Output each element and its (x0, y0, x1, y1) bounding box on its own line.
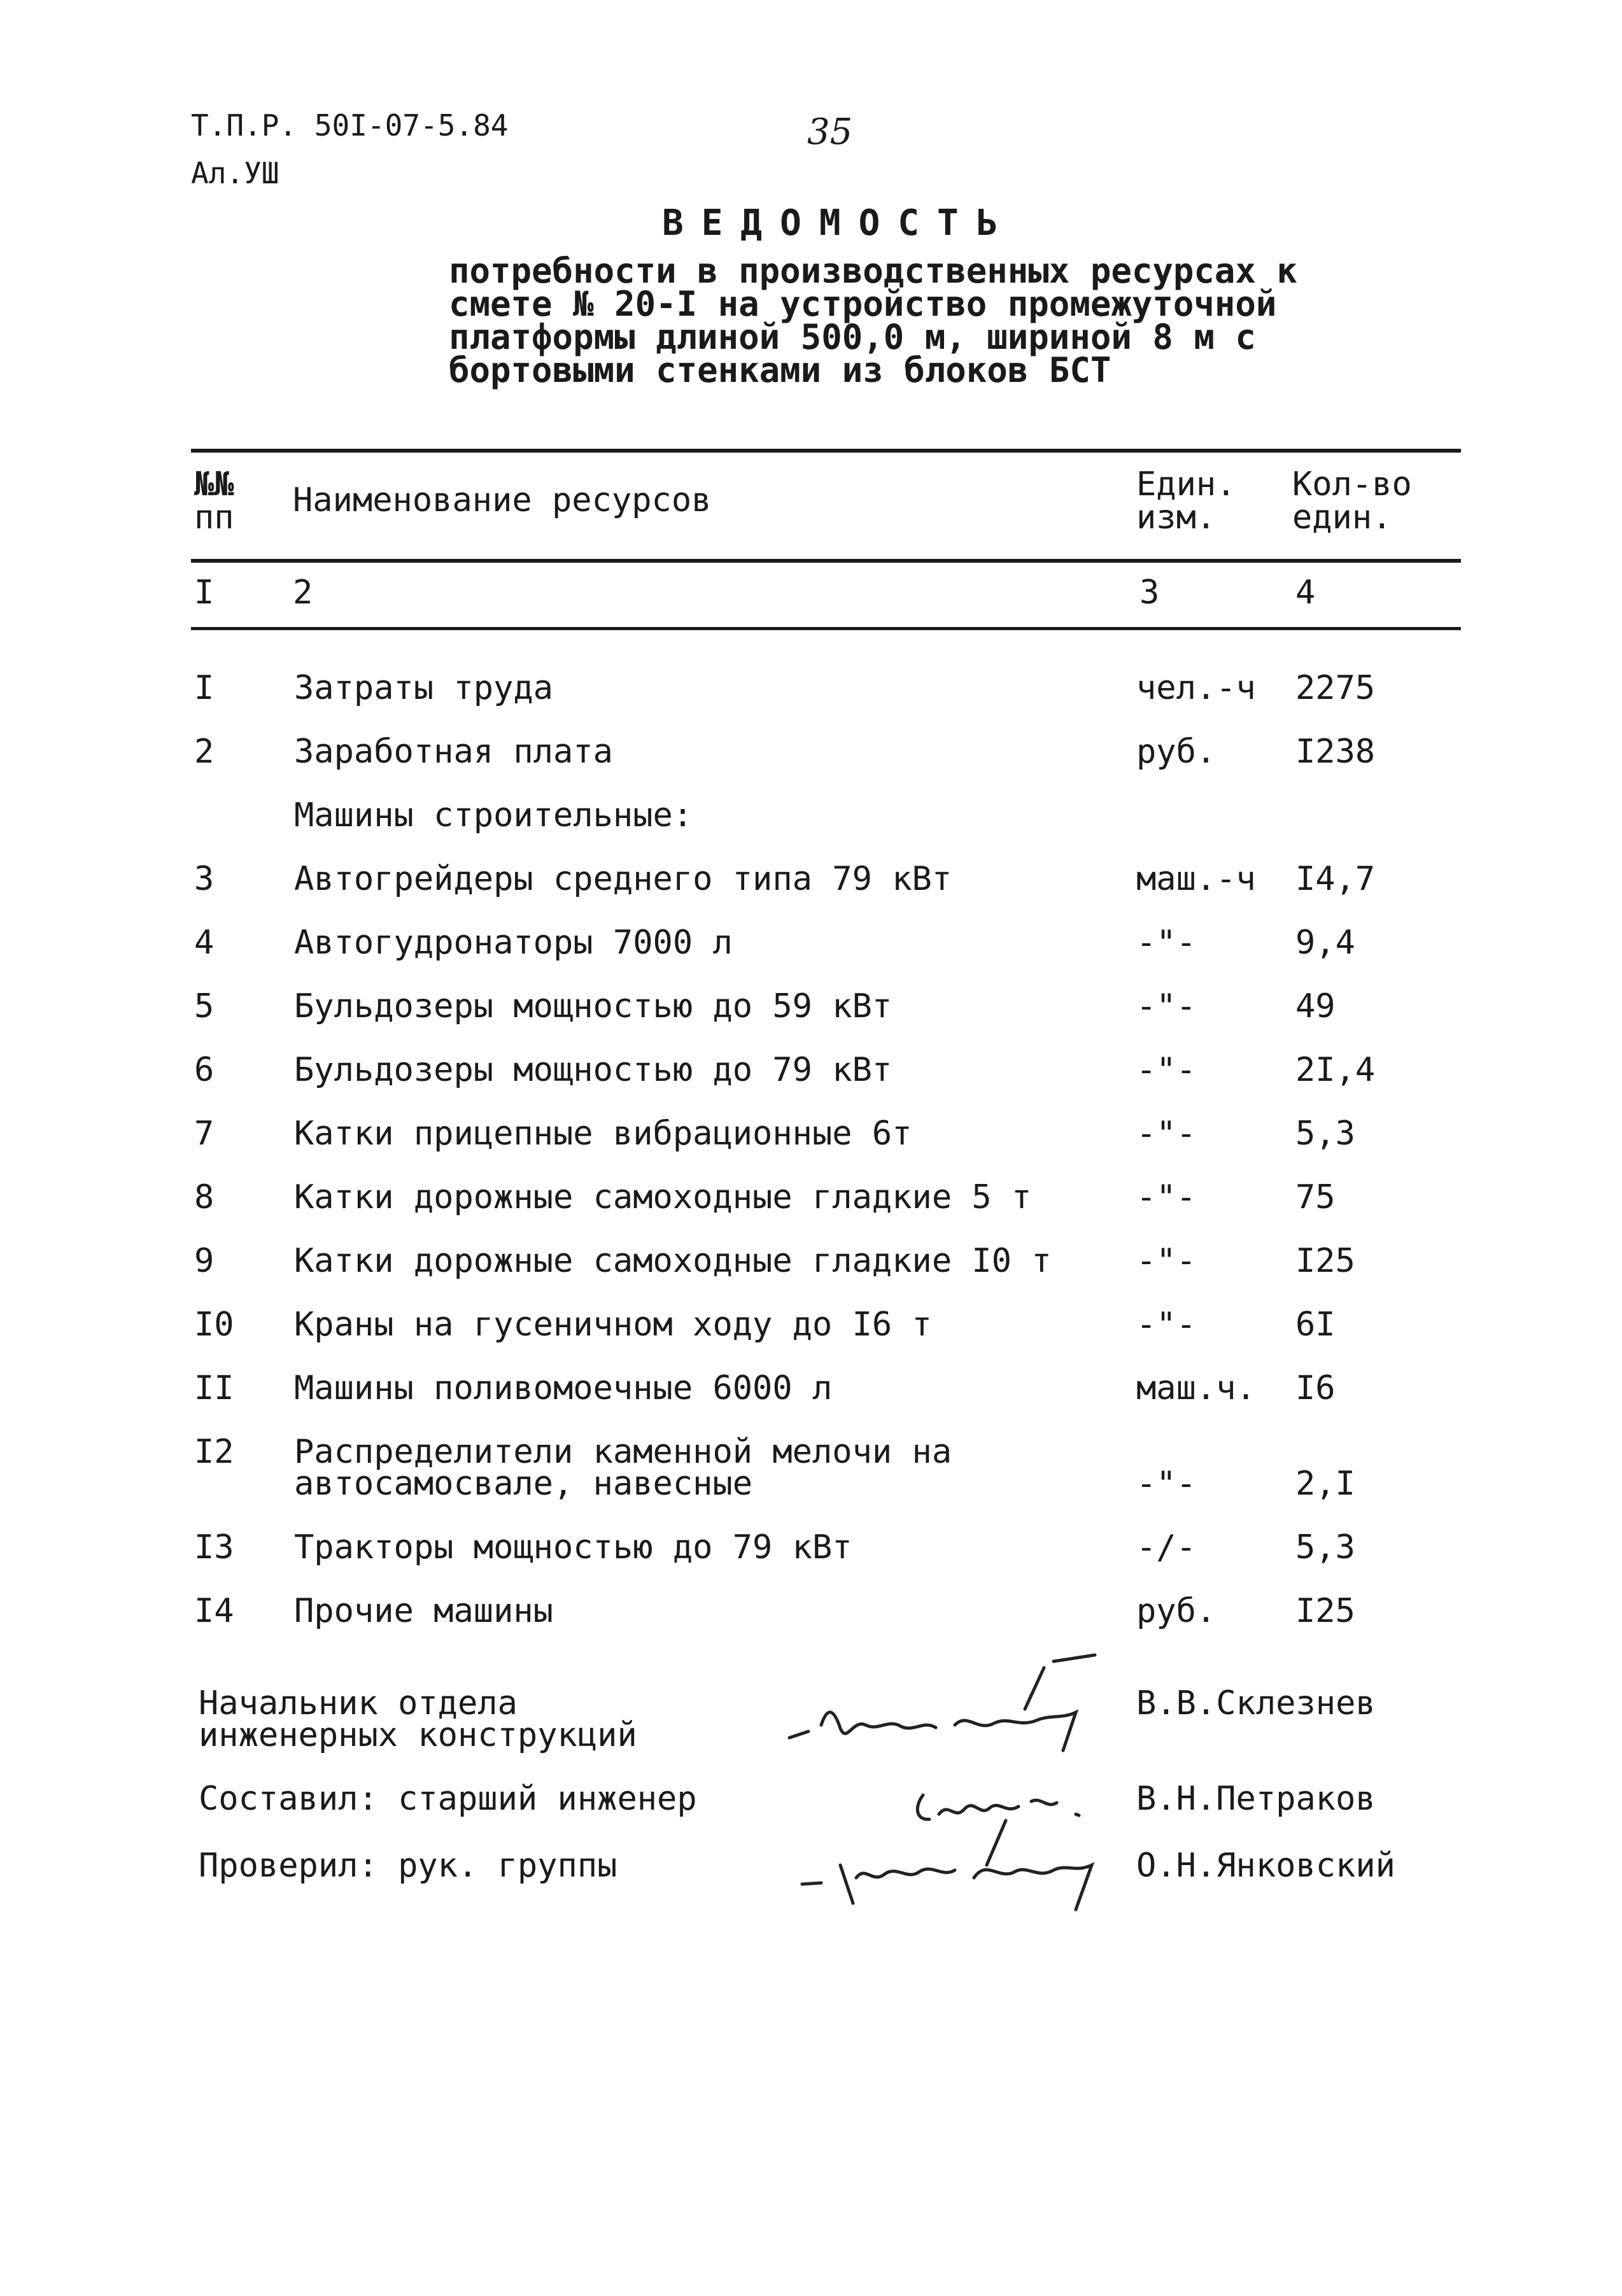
row-unit: -/- (1136, 1528, 1196, 1567)
row-qty: 75 (1295, 1178, 1336, 1216)
row-name: Автогудронаторы 7000 л (294, 924, 733, 962)
row-name: Катки дорожные самоходные гладкие 5 т (294, 1178, 1032, 1216)
row-unit: руб. (1136, 1592, 1216, 1630)
row-name: Катки прицепные вибрационные 6т (294, 1115, 912, 1153)
row-qty: 2,I (1295, 1465, 1355, 1503)
header-num-line2: пп (194, 498, 234, 537)
row-num: 8 (194, 1178, 215, 1216)
subtitle-line: потребности в производственных ресурсах к (449, 251, 1297, 291)
signatory-role: Начальник отдела (199, 1684, 518, 1722)
row-num: 5 (194, 987, 215, 1025)
row-qty: 6I (1295, 1306, 1336, 1344)
row-qty: I6 (1295, 1369, 1336, 1407)
document-title: ВЕДОМОСТЬ (662, 202, 1016, 244)
row-num: 9 (194, 1242, 215, 1280)
subtitle-line: смете № 20-I на устройство промежуточной (449, 284, 1277, 324)
row-unit: маш.-ч (1136, 860, 1256, 898)
row-name: Прочие машины (294, 1592, 553, 1630)
section-heading: Машины строительные: (294, 796, 693, 835)
row-name: Автогрейдеры среднего типа 79 кВт (294, 860, 952, 898)
row-name: Бульдозеры мощностью до 59 кВт (294, 987, 892, 1025)
row-qty: I25 (1295, 1592, 1355, 1630)
row-qty: 9,4 (1295, 924, 1355, 962)
table-top-rule (191, 449, 1461, 453)
header-unit-line1: Един. (1136, 465, 1236, 504)
row-qty: 5,3 (1295, 1528, 1355, 1567)
row-qty: I4,7 (1295, 860, 1376, 898)
header-bottom-rule (191, 559, 1461, 563)
signatory-name: В.Н.Петраков (1136, 1780, 1376, 1818)
signatory-role: Проверил: рук. группы (199, 1847, 617, 1885)
row-num: I (194, 669, 215, 707)
row-num: I4 (194, 1592, 234, 1630)
row-num: 7 (194, 1115, 215, 1153)
row-unit: -"- (1136, 1051, 1196, 1089)
col-number: 3 (1139, 574, 1160, 612)
row-num: I0 (194, 1306, 234, 1344)
col-number: 2 (293, 574, 313, 612)
row-num: I2 (194, 1433, 234, 1471)
row-unit: -"- (1136, 1306, 1196, 1344)
row-qty: 2I,4 (1295, 1051, 1376, 1089)
header-num-line1: №№ (194, 465, 234, 504)
header-qty-line1: Кол-во (1292, 465, 1412, 504)
row-name: Бульдозеры мощностью до 79 кВт (294, 1051, 892, 1089)
row-num: I3 (194, 1528, 234, 1567)
row-name: Затраты труда (294, 669, 553, 707)
header-name: Наименование ресурсов (293, 481, 712, 519)
row-qty: 2275 (1295, 669, 1376, 707)
page-number: 35 (807, 111, 853, 153)
row-qty: I238 (1295, 733, 1376, 771)
row-num: 4 (194, 924, 215, 962)
subtitle-line: бортовыми стенками из блоков БСТ (449, 350, 1111, 390)
row-unit: -"- (1136, 1242, 1196, 1280)
row-unit: -"- (1136, 1465, 1196, 1503)
row-num: II (194, 1369, 234, 1407)
row-name: Машины поливомоечные 6000 л (294, 1369, 833, 1407)
row-unit: -"- (1136, 1115, 1196, 1153)
handwritten-signature (796, 1808, 1127, 1922)
row-unit: руб. (1136, 733, 1216, 771)
row-unit: маш.ч. (1136, 1369, 1256, 1407)
row-name: Заработная плата (294, 733, 613, 771)
handwritten-signature (764, 1649, 1120, 1763)
row-unit: -"- (1136, 1178, 1196, 1216)
col-number: 4 (1295, 574, 1316, 612)
row-name-continued: автосамосвале, навесные (294, 1465, 753, 1503)
album-reference: Ал.УШ (191, 156, 279, 190)
subtitle-line: платформы длиной 500,0 м, шириной 8 м с (449, 317, 1256, 357)
column-number-rule (191, 627, 1461, 630)
row-unit: -"- (1136, 987, 1196, 1025)
row-qty: I25 (1295, 1242, 1355, 1280)
header-unit-line2: изм. (1136, 498, 1216, 537)
row-name: Катки дорожные самоходные гладкие I0 т (294, 1242, 1052, 1280)
signatory-role: инженерных конструкций (199, 1716, 637, 1754)
signatory-name: О.Н.Янковский (1136, 1847, 1395, 1885)
row-name: Краны на гусеничном ходу до I6 т (294, 1306, 932, 1344)
row-num: 6 (194, 1051, 215, 1089)
row-num: 2 (194, 733, 215, 771)
signatory-role: Составил: старший инженер (199, 1780, 697, 1818)
document-reference: Т.П.Р. 50I-07-5.84 (191, 108, 509, 143)
row-qty: 49 (1295, 987, 1336, 1025)
row-name: Распределители каменной мелочи на (294, 1433, 952, 1471)
col-number: I (194, 574, 215, 612)
row-unit: -"- (1136, 924, 1196, 962)
row-name: Тракторы мощностью до 79 кВт (294, 1528, 852, 1567)
header-qty-line2: един. (1292, 498, 1392, 537)
row-qty: 5,3 (1295, 1115, 1355, 1153)
row-num: 3 (194, 860, 215, 898)
row-unit: чел.-ч (1136, 669, 1256, 707)
signatory-name: В.В.Склезнев (1136, 1684, 1376, 1722)
